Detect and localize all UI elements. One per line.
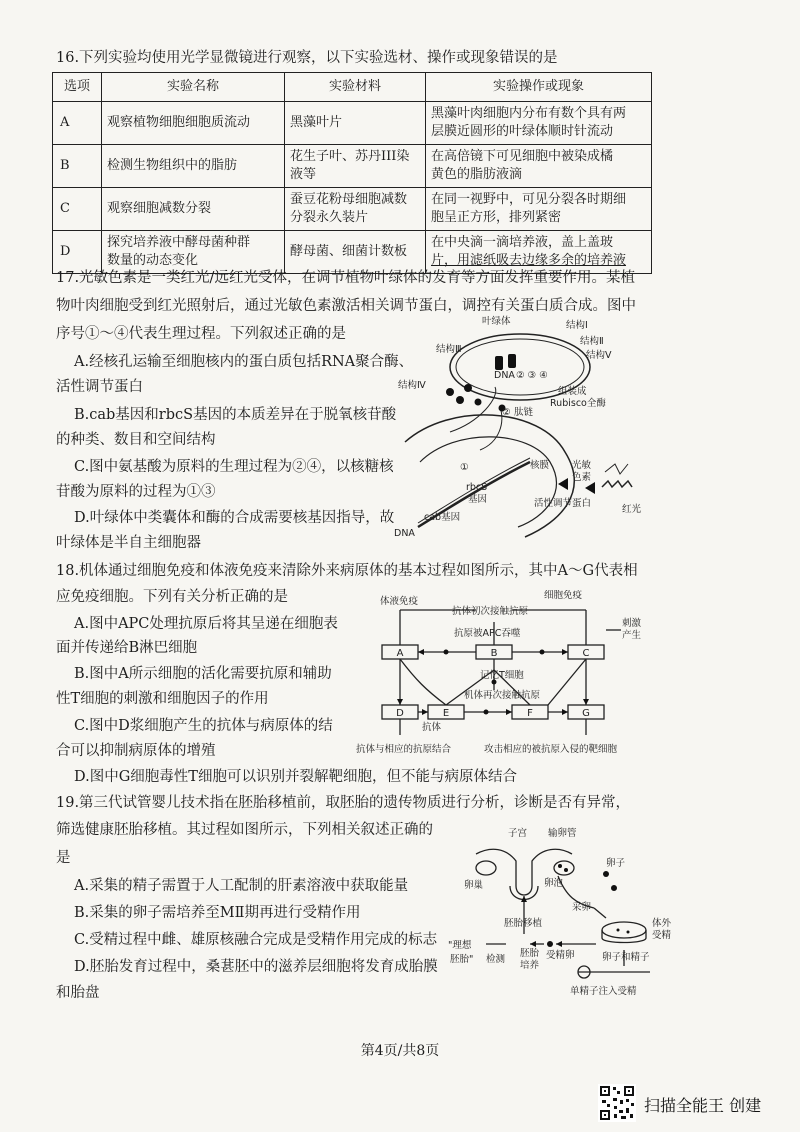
label-produce: 产生 [622, 630, 642, 641]
cell-label-g: G [582, 708, 590, 719]
page-footer: 第4页/共8页 [360, 1043, 440, 1059]
label-structure-v: 结构Ⅴ [586, 350, 612, 361]
q16-row-c-option: C [53, 188, 102, 231]
cell-label-b: B [490, 648, 498, 659]
red-light-wave [602, 481, 632, 487]
label-first-contact: 抗体初次接触抗原 [452, 606, 529, 617]
q18-option-a-line1: A.图中APC处理抗原后将其呈递在细胞表 [74, 616, 338, 632]
label-structure-iii: 结构Ⅲ [436, 344, 462, 355]
q17-option-d-line2: 叶绿体是半自主细胞器 [56, 535, 201, 551]
q16-header-material: 实验材料 [285, 73, 426, 102]
label-ideal-1: "理想 [448, 940, 472, 951]
label-oviduct: 输卵管 [548, 828, 577, 839]
label-collect-egg: 采卵 [572, 902, 592, 913]
q18-option-b-line1: B.图中A所示细胞的活化需要抗原和辅助 [74, 666, 332, 682]
q19-figure [446, 826, 676, 1002]
label-egg: 卵子 [606, 858, 626, 869]
q17-figure [390, 312, 655, 544]
q16-row-a-material: 黑藻叶片 [285, 102, 426, 145]
q16-row-c-name: 观察细胞减数分裂 [102, 188, 285, 231]
qr-code-icon [598, 1084, 636, 1122]
label-follicle: 卵泡 [544, 878, 564, 889]
q16-header-row [53, 73, 652, 102]
q16-row-d-operation: 在中央滴一滴培养液，盖上盖玻 片，用滤纸吸去边缘多余的培养液 [426, 231, 652, 274]
label-culture-2: 培养 [520, 960, 540, 971]
label-nuclear-membrane: 核膜 [530, 460, 550, 471]
label-fertilized-egg: 受精卵 [546, 950, 575, 961]
label-humoral-immunity: 体液免疫 [380, 596, 419, 607]
label-dna-chloroplast: DNA [494, 370, 515, 381]
q17-option-d-line1: D.叶绿体中类囊体和酶的合成需要核基因指导，故 [74, 510, 395, 526]
q17-option-b-line1: B.cab基因和rbcS基因的本质差异在于脱氧核苷酸 [74, 407, 397, 423]
q19-option-d-line2: 和胎盘 [56, 985, 100, 1001]
q19-option-b: B.采集的卵子需培养至MⅡ期再进行受精作用 [74, 905, 361, 921]
cell-label-d: D [396, 708, 404, 719]
label-assemble: 组装成 [558, 386, 587, 397]
q17-stem-line1: 17.光敏色素是一类红光/远红光受体，在调节植物叶绿体的发育等方面发挥重要作用。某植 [56, 270, 635, 286]
q16-header-operation: 实验操作或现象 [426, 73, 652, 102]
label-ivf-2: 受精 [652, 930, 672, 941]
label-red-light: 红光 [622, 504, 642, 515]
label-single-sperm: 单精子注入受精 [570, 986, 637, 997]
q17-stem-line2: 物叶肉细胞受到红光照射后，通过光敏色素激活相关调节蛋白，调控有关蛋白质合成。图中 [56, 298, 636, 314]
q16-row-b-operation: 在高倍镜下可见细胞中被染成橘 黄色的脂肪液滴 [426, 145, 652, 188]
label-peptide: 肽链 [514, 407, 534, 418]
structure-iii-mark [495, 356, 503, 370]
cell-label-a: A [396, 648, 404, 659]
q16-row-c-operation: 在同一视野中，可见分裂各时期细 胞呈正方形，排列紧密 [426, 188, 652, 231]
label-chloroplast: 叶绿体 [482, 316, 511, 327]
q16-header-option: 选项 [53, 73, 102, 102]
label-dna-nucleus: DNA [394, 528, 415, 539]
label-ovary: 卵巢 [464, 880, 484, 891]
q16-row-b-material: 花生子叶、苏丹III染 液等 [285, 145, 426, 188]
q18-option-b-line2: 性T细胞的刺激和细胞因子的作用 [56, 691, 269, 707]
q19-option-a: A.采集的精子需置于人工配制的肝素溶液中获取能量 [74, 878, 409, 894]
label-phytochrome-2: 色素 [572, 472, 592, 483]
cell-label-f: F [527, 708, 533, 719]
q18-option-a-line2: 面并传递给B淋巴细胞 [56, 640, 198, 656]
q17-option-c-line1: C.图中氨基酸为原料的生理过程为②④，以核糖核 [74, 459, 394, 475]
q19-stem-line1: 19.第三代试管婴儿技术指在胚胎移植前，取胚胎的遗传物质进行分析，诊断是否有异常， [56, 795, 631, 811]
q16-row-d-material: 酵母菌、细菌计数板 [285, 231, 426, 274]
q16-row-d-name: 探究培养液中酵母菌种群 数量的动态变化 [102, 231, 285, 274]
label-detect: 检测 [486, 954, 506, 965]
label-memory-t: 记忆T细胞 [480, 670, 524, 681]
label-rubisco: Rubisco全酶 [550, 398, 606, 409]
q17-option-a-line2: 活性调节蛋白 [56, 379, 143, 395]
label-ideal-2: 胚胎" [450, 954, 474, 965]
q18-stem-line1: 18.机体通过细胞免疫和体液免疫来清除外来病原体的基本过程如图所示，其中A～G代表相 [56, 563, 638, 579]
q16-stem: 16.下列实验均使用光学显微镜进行观察，以下实验选材、操作或现象错误的是 [56, 50, 558, 66]
q17-option-c-line2: 苷酸为原料的过程为①③ [56, 484, 216, 500]
q19-option-c: C.受精过程中雌、雄原核融合完成是受精作用完成的标志 [74, 932, 438, 948]
label-structure-ii: 结构Ⅱ [580, 336, 604, 347]
q19-option-d-line1: D.胚胎发育过程中，桑葚胚中的滋养层细胞将发育成胎膜 [74, 959, 438, 975]
label-uterus: 子宫 [508, 828, 528, 839]
label-phytochrome-1: 光敏 [572, 460, 592, 471]
q16-row-a-option: A [53, 102, 102, 145]
label-stimulate: 刺激 [622, 618, 642, 629]
label-process-numbers: ② ③ ④ [516, 370, 548, 381]
label-structure-iv: 结构Ⅳ [398, 380, 426, 391]
q19-stem-line3: 是 [56, 850, 71, 866]
active-protein-mark [558, 478, 568, 490]
label-rbcs-gene: 基因 [468, 494, 488, 505]
label-second-contact: 机体再次接触抗原 [464, 690, 541, 701]
label-active-protein: 活性调节蛋白 [534, 498, 592, 509]
label-egg-sperm: 卵子和精子 [602, 952, 650, 963]
label-cellular-immunity: 细胞免疫 [544, 590, 583, 601]
label-cab-gene: cab基因 [424, 512, 461, 523]
label-process-2: ② [502, 407, 511, 418]
q17-option-b-line2: 的种类、数目和空间结构 [56, 432, 216, 448]
q18-option-c-line2: 合可以抑制病原体的增殖 [56, 743, 216, 759]
ovary-left [476, 861, 496, 875]
scanner-watermark: 扫描全能王 创建 [644, 1096, 762, 1115]
q16-header-name: 实验名称 [102, 73, 285, 102]
label-rbcs: rbcS [466, 482, 488, 493]
q16-row-c-material: 蚕豆花粉母细胞减数 分裂永久装片 [285, 188, 426, 231]
label-culture-1: 胚胎 [520, 948, 540, 959]
label-ivf-1: 体外 [652, 918, 672, 929]
label-embryo-transfer: 胚胎移植 [504, 918, 543, 929]
q16-row-b-name: 检测生物组织中的脂肪 [102, 145, 285, 188]
label-apc-engulf: 抗原被APC吞噬 [454, 628, 521, 639]
q18-option-c-line1: C.图中D浆细胞产生的抗体与病原体的结 [74, 718, 333, 734]
q16-row-d-option: D [53, 231, 102, 274]
q16-row-a-name: 观察植物细胞细胞质流动 [102, 102, 285, 145]
label-antibody: 抗体 [422, 722, 442, 733]
q16-row-a [53, 102, 652, 145]
label-attack-target: 攻击相应的被抗原入侵的靶细胞 [484, 744, 618, 755]
q16-row-c [53, 188, 652, 231]
label-antibody-bind: 抗体与相应的抗原结合 [356, 744, 452, 755]
cell-label-e: E [442, 708, 450, 719]
label-process-1: ① [460, 462, 469, 473]
q18-figure [346, 590, 646, 760]
q16-row-b [53, 145, 652, 188]
q18-stem-line2: 应免疫细胞。下列有关分析正确的是 [56, 589, 288, 605]
q17-option-a-line1: A.经核孔运输至细胞核内的蛋白质包括RNA聚合酶、 [74, 354, 414, 370]
cell-label-c: C [582, 648, 590, 659]
q16-table [52, 72, 652, 274]
culture-dish [602, 922, 646, 938]
q19-stem-line2: 筛选健康胚胎移植。其过程如图所示，下列相关叙述正确的 [56, 822, 433, 838]
q18-option-d: D.图中G细胞毒性T细胞可以识别并裂解靶细胞，但不能与病原体结合 [74, 769, 517, 785]
q16-row-a-operation: 黑藻叶肉细胞内分布有数个具有两 层膜近圆形的叶绿体顺时针流动 [426, 102, 652, 145]
q17-stem-line3: 序号①～④代表生理过程。下列叙述正确的是 [56, 326, 346, 342]
label-structure-i: 结构Ⅰ [566, 320, 588, 331]
q16-row-b-option: B [53, 145, 102, 188]
